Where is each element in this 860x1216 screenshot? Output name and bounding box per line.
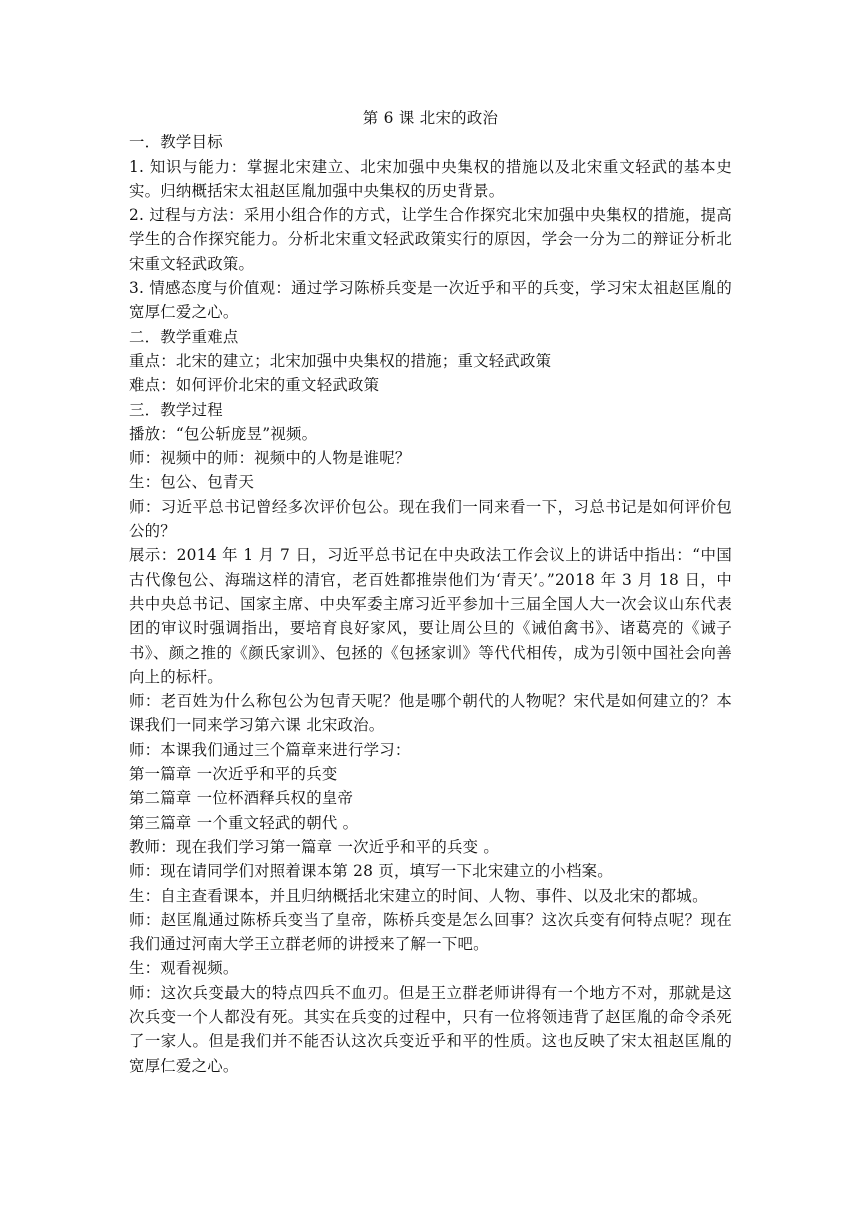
chapter-item: 第二篇章 一位杯酒释兵权的皇帝 xyxy=(129,789,354,808)
key-point: 重点：北宋的建立；北宋加强中央集权的措施；重文轻武政策 xyxy=(129,351,552,370)
paragraph: 播放：“包公斩庞昱”视频。 xyxy=(129,424,318,443)
section-heading-key-points: 二．教学重难点 xyxy=(129,327,239,346)
section-heading-process: 三．教学过程 xyxy=(129,400,223,419)
paragraph: 生：自主查看课本，并且归纳概括北宋建立的时间、人物、事件、以及北宋的都城。 xyxy=(129,886,708,905)
objective-emotion: 3. 情感态度与价值观：通过学习陈桥兵变是一次近乎和平的兵变，学习宋太祖赵匡胤的宽厚仁爱之心。 xyxy=(129,279,732,322)
objective-process: 2. 过程与方法：采用小组合作的方式，让学生合作探究北宋加强中央集权的措施，提高学生的合作探究能力。分析北宋重文轻武政策实行的原因，学会一分为二的辩证分析北宋重文轻武政策。 xyxy=(129,206,732,273)
paragraph: 师：习近平总书记曾经多次评价包公。现在我们一同来看一下，习总书记是如何评价包公的？ xyxy=(129,497,732,541)
document-title: 第 6 课 北宋的政治 xyxy=(362,109,499,127)
chapter-item: 第一篇章 一次近乎和平的兵变 xyxy=(129,765,338,784)
paragraph: 师：视频中的师：视频中的人物是谁呢？ xyxy=(129,449,411,468)
section-heading-objectives: 一．教学目标 xyxy=(129,133,223,152)
paragraph: 师：老百姓为什么称包公为包青天呢？他是哪个朝代的人物呢？宋代是如何建立的？本课我们一同来学习第六课 北宋政治。 xyxy=(129,692,732,735)
paragraph: 师：这次兵变最大的特点四兵不血刃。但是王立群老师讲得有一个地方不对，那就是这次兵变一个人都没有死。其实在兵变的过程中，只有一位将领违背了赵匡胤的命令杀死了一家人。但是我们并不能否认这次兵变近乎和平的性质。这也反映了宋太祖赵匡胤的宽厚仁爱之心。 xyxy=(129,983,732,1075)
paragraph: 师：现在请同学们对照着课本第 28 页，填写一下北宋建立的小档案。 xyxy=(129,862,613,881)
document-body xyxy=(129,106,732,1078)
paragraph: 生：观看视频。 xyxy=(129,959,239,978)
paragraph: 教师：现在我们学习第一篇章 一次近乎和平的兵变 。 xyxy=(129,837,500,856)
paragraph: 展示：2014 年 1 月 7 日，习近平总书记在中央政法工作会议上的讲话中指出：“中国古代像包公、海瑞这样的清官，老百姓都推崇他们为‘青天’。”2018 年 3 月 18 日，中共中央总书记、国家主席、中央军委主席习近平参加十三届全国人大一次会议山东代表团的审议时强调指出，要培育良好家风，要让周公旦的《诫伯禽书》、诸葛亮的《诫子书》、颜之推的《颜氏家训》、包拯的《包拯家训》等代代相传，成为引领中国社会向善向上的标杆。 xyxy=(129,546,732,686)
paragraph: 生：包公、包青天 xyxy=(129,473,255,492)
paragraph: 师：本课我们通过三个篇章来进行学习： xyxy=(129,740,411,759)
difficult-point: 难点：如何评价北宋的重文轻武政策 xyxy=(129,376,380,395)
paragraph: 师：赵匡胤通过陈桥兵变当了皇帝，陈桥兵变是怎么回事？这次兵变有何特点呢？现在我们通过河南大学王立群老师的讲授来了解一下吧。 xyxy=(129,910,732,954)
chapter-item: 第三篇章 一个重文轻武的朝代 。 xyxy=(129,813,359,832)
objective-knowledge: 1. 知识与能力：掌握北宋建立、北宋加强中央集权的措施以及北宋重文轻武的基本史实。归纳概括宋太祖赵匡胤加强中央集权的历史背景。 xyxy=(129,157,732,200)
